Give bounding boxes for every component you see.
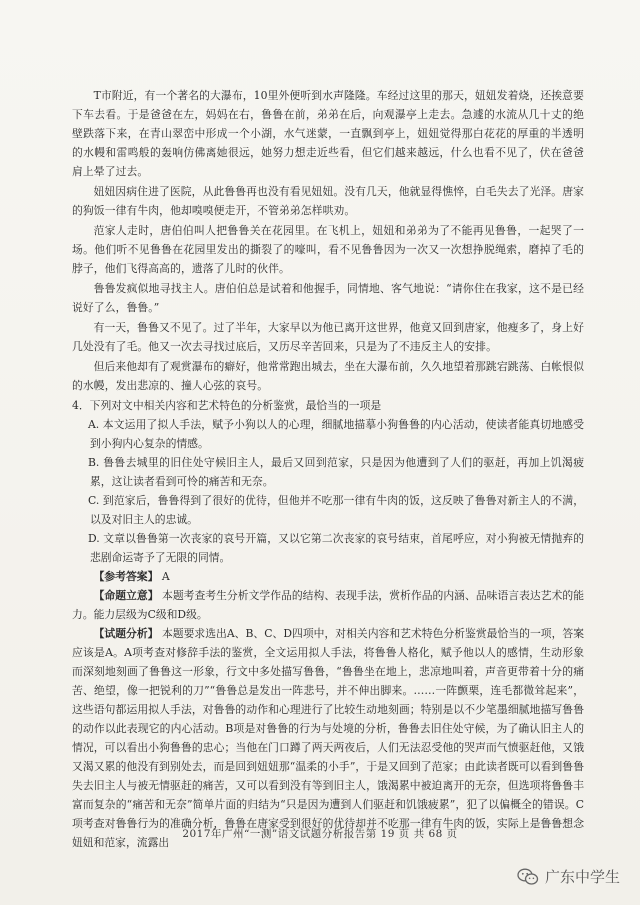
option-d: D. 文章以鲁鲁第一次丧家的哀号开篇，又以它第二次丧家的哀号结束，首尾呼应，对小狗被无情抛弃的悲剧命运寄予了无限的同情。 bbox=[88, 532, 584, 564]
option-a: A. 本文运用了拟人手法，赋予小狗以人的心理，细腻地描摹小狗鲁鲁的内心活动，使读者能真切地感受到小狗内心复杂的情感。 bbox=[88, 418, 584, 450]
question-block bbox=[72, 396, 584, 567]
answer-text: A bbox=[161, 570, 170, 583]
intent-section bbox=[72, 586, 584, 624]
analysis-text: 本题要求选出A、B、C、D四项中，对相关内容和艺术特色分析鉴赏最恰当的一项，答案应该是A。A项考查对修辞手法的鉴赏，全文运用拟人手法，将鲁鲁人格化，赋予他以人的感情，生动形象而深刻地刻画了鲁鲁这一形象，行文中多处描写鲁鲁，“鲁鲁坐在地上，悲凉地叫着，声音更带着十分的痛苦、绝望，像一把锐利的刀”“鲁鲁总是发出一阵悲号，并不伸出脚来。……一阵颤栗，连毛都微耸起来”，这些语句都运用拟人手法，对鲁鲁的动作和心理进行了比较生动地刻画；特别是以不少笔墨细腻地描写鲁鲁的动作以此表现它的内心活动。B项是对鲁鲁的行为与处境的分析，鲁鲁去旧住处守候，为了确认旧主人的情况，可以看出小狗鲁鲁的忠心；当他在门口蹲了两天两夜后，人们无法忍受他的哭声而气愤驱赶他，又饿又渴又累的他没有到别处去，而是回到妞妞那“温柔的小手”，于是又回到了范家；由此读者既可以看到鲁鲁失去旧主人与被无情驱赶的痛苦，又可以看到没有等到旧主人，饿渴累中被迫离开的无奈，但选项将鲁鲁丰富而复杂的“痛苦和无奈”简单片面的归结为“只是因为遭到人们驱赶和饥饿疲累”，犯了以偏概全的错误。C项考查对鲁鲁行为的准确分析，鲁鲁在唐家受到很好的优待却并不吃那一律有牛肉的饭，实际上是鲁鲁想念妞妞和范家，流露出 bbox=[72, 627, 585, 849]
watermark-text: 广东中学生 bbox=[544, 868, 620, 886]
story-paragraph: T市附近，有一个著名的大瀑布，10里外便听到水声隆隆。车经过这里的那天，妞妞发着烧，还挨意要下车去看。于是爸爸在左，妈妈在右，鲁鲁在前，弟弟在后，向观瀑亭上走去。急遽的水流从几十丈的绝壁跌落下来，在青山翠峦中形成一个小湖，水气迷蒙，一直飘到亭上，妞妞觉得那白花花的厚重的半透明的水幔和雷鸣般的轰响仿佛离她很远，她努力想走近些看，但它们越来越远，什么也看不见了，伏在爸爸肩上晕了过去。 bbox=[72, 89, 584, 178]
story-paragraph: 有一天，鲁鲁又不见了。过了半年，大家早以为他已离开这世界，他竟又回到唐家，他瘦多了，身上好几处没有了毛。他又一次去寻找过底后，又历尽辛苦回来，只是为了不违反主人的安排。 bbox=[72, 321, 584, 353]
analysis-section bbox=[72, 624, 584, 852]
story-excerpt bbox=[72, 86, 584, 395]
analysis-label: 【试题分析】 bbox=[93, 627, 159, 640]
story-paragraph: 妞妞因病住进了医院，从此鲁鲁再也没有看见妞妞。没有几天，他就显得憔悴，白毛失去了光泽。唐家的狗饭一律有牛肉，他却嗅嗅便走开，不管弟弟怎样哄劝。 bbox=[72, 185, 584, 217]
answer-label: 【参考答案】 bbox=[93, 570, 159, 583]
option-b: B. 鲁鲁去城里的旧住处守候旧主人，最后又回到范家，只是因为他遭到了人们的驱赶，再加上饥渴疲累，这让读者看到可怜的痛苦和无奈。 bbox=[88, 456, 584, 488]
page-footer: 2017年广州“一测”语文试题分析报告第 19 页 共 68 页 bbox=[182, 828, 458, 840]
answer-section bbox=[72, 567, 584, 586]
intent-label: 【命题立意】 bbox=[93, 589, 159, 602]
story-paragraph: 但后来他却有了观赏瀑布的癖好，他常常跑出城去，坐在大瀑布前，久久地望着那跳宕跳荡、白帐恨似的水幔，发出悲凉的、撞人心弦的哀号。 bbox=[72, 360, 584, 392]
story-paragraph: 鲁鲁发疯似地寻找主人。唐伯伯总是试着和他握手，同情地、客气地说：“请你住在我家，这不是已经说好了么，鲁鲁。” bbox=[72, 282, 584, 314]
story-paragraph: 范家人走时，唐伯伯叫人把鲁鲁关在花园里。在飞机上，妞妞和弟弟为了不能再见鲁鲁，一起哭了一场。他们听不见鲁鲁在花园里发出的撕裂了的嚎叫，看不见鲁鲁因为一次又一次想挣脱绳索，磨掉了毛的脖子，他们飞得高高的，遗落了儿时的伙伴。 bbox=[72, 224, 584, 275]
intent-text: 本题考查考生分析文学作品的结构、表现手法，赏析作品的内涵、品味语言表达艺术的能力。能力层级为C级和D级。 bbox=[72, 589, 585, 621]
watermark bbox=[517, 866, 620, 887]
option-c: C. 到范家后，鲁鲁得到了很好的优待，但他并不吃那一律有牛肉的饭，这反映了鲁鲁对新主人的不满，以及对旧主人的忠诚。 bbox=[88, 494, 584, 526]
wechat-icon bbox=[517, 868, 539, 886]
question-stem: 4．下列对文中相关内容和艺术特色的分析鉴赏，最恰当的一项是 bbox=[72, 399, 382, 412]
